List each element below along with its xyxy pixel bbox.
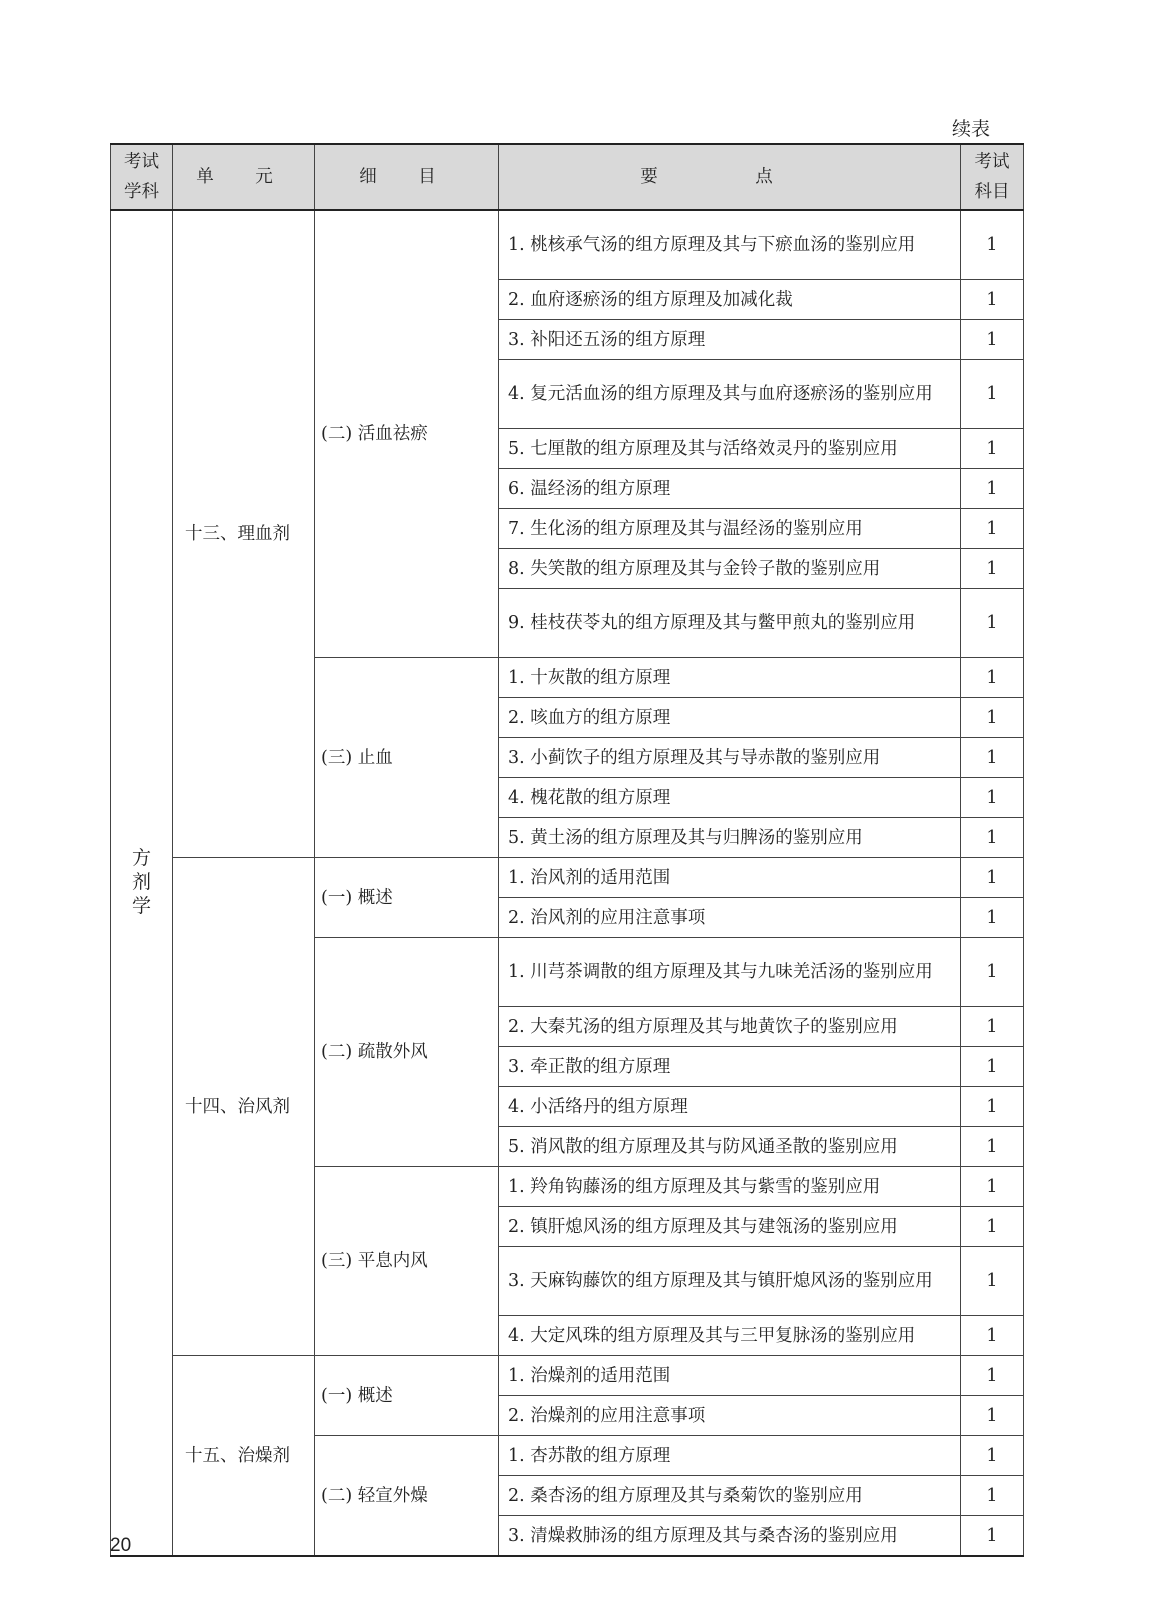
page-number: 20 (110, 1535, 132, 1556)
score-cell: 1 (961, 1436, 1024, 1476)
score-cell: 1 (961, 210, 1024, 280)
point-cell: 1. 羚角钩藤汤的组方原理及其与紫雪的鉴别应用 (499, 1167, 961, 1207)
table-row (111, 858, 1024, 898)
detail-15-1: (一) 概述 (315, 1356, 499, 1436)
score-cell: 1 (961, 429, 1024, 469)
score-cell: 1 (961, 1127, 1024, 1167)
detail-14-1: (一) 概述 (315, 858, 499, 938)
unit-15: 十五、治燥剂 (173, 1356, 315, 1557)
point-cell: 3. 小蓟饮子的组方原理及其与导赤散的鉴别应用 (499, 738, 961, 778)
point-cell: 8. 失笑散的组方原理及其与金铃子散的鉴别应用 (499, 549, 961, 589)
point-cell: 4. 大定风珠的组方原理及其与三甲复脉汤的鉴别应用 (499, 1316, 961, 1356)
score-cell: 1 (961, 1476, 1024, 1516)
point-cell: 3. 天麻钩藤饮的组方原理及其与镇肝熄风汤的鉴别应用 (499, 1247, 961, 1316)
score-cell: 1 (961, 280, 1024, 320)
score-cell: 1 (961, 778, 1024, 818)
point-cell: 4. 小活络丹的组方原理 (499, 1087, 961, 1127)
point-cell: 4. 复元活血汤的组方原理及其与血府逐瘀汤的鉴别应用 (499, 360, 961, 429)
continued-label: 续表 (951, 118, 990, 140)
point-cell: 1. 川芎茶调散的组方原理及其与九味羌活汤的鉴别应用 (499, 938, 961, 1007)
score-cell: 1 (961, 1516, 1024, 1557)
table-row (111, 210, 1024, 280)
point-cell: 2. 咳血方的组方原理 (499, 698, 961, 738)
point-cell: 5. 黄土汤的组方原理及其与归脾汤的鉴别应用 (499, 818, 961, 858)
header-exam: 考试科目 (961, 144, 1024, 210)
point-cell: 3. 清燥救肺汤的组方原理及其与桑杏汤的鉴别应用 (499, 1516, 961, 1557)
header-subject: 考试学科 (111, 144, 173, 210)
point-cell: 1. 杏苏散的组方原理 (499, 1436, 961, 1476)
score-cell: 1 (961, 1247, 1024, 1316)
header-unit: 单 元 (173, 144, 315, 210)
point-cell: 1. 十灰散的组方原理 (499, 658, 961, 698)
point-cell: 1. 桃核承气汤的组方原理及其与下瘀血汤的鉴别应用 (499, 210, 961, 280)
score-cell: 1 (961, 360, 1024, 429)
score-cell: 1 (961, 818, 1024, 858)
unit-13: 十三、理血剂 (173, 210, 315, 858)
detail-15-2: (二) 轻宣外燥 (315, 1436, 499, 1557)
score-cell: 1 (961, 1207, 1024, 1247)
point-cell: 2. 治风剂的应用注意事项 (499, 898, 961, 938)
score-cell: 1 (961, 738, 1024, 778)
point-cell: 3. 牵正散的组方原理 (499, 1047, 961, 1087)
point-cell: 1. 治风剂的适用范围 (499, 858, 961, 898)
point-cell: 5. 七厘散的组方原理及其与活络效灵丹的鉴别应用 (499, 429, 961, 469)
syllabus-table (110, 143, 1024, 1557)
point-cell: 1. 治燥剂的适用范围 (499, 1356, 961, 1396)
score-cell: 1 (961, 1087, 1024, 1127)
table-row (111, 1356, 1024, 1396)
unit-14: 十四、治风剂 (173, 858, 315, 1356)
header-row (111, 144, 1024, 210)
score-cell: 1 (961, 898, 1024, 938)
point-cell: 2. 治燥剂的应用注意事项 (499, 1396, 961, 1436)
score-cell: 1 (961, 698, 1024, 738)
detail-14-3: (三) 平息内风 (315, 1167, 499, 1356)
score-cell: 1 (961, 858, 1024, 898)
header-points: 要 点 (499, 144, 961, 210)
detail-13-3: (三) 止血 (315, 658, 499, 858)
point-cell: 7. 生化汤的组方原理及其与温经汤的鉴别应用 (499, 509, 961, 549)
point-cell: 2. 镇肝熄风汤的组方原理及其与建瓴汤的鉴别应用 (499, 1207, 961, 1247)
score-cell: 1 (961, 320, 1024, 360)
header-detail: 细 目 (315, 144, 499, 210)
point-cell: 3. 补阳还五汤的组方原理 (499, 320, 961, 360)
score-cell: 1 (961, 469, 1024, 509)
score-cell: 1 (961, 938, 1024, 1007)
point-cell: 6. 温经汤的组方原理 (499, 469, 961, 509)
point-cell: 2. 大秦艽汤的组方原理及其与地黄饮子的鉴别应用 (499, 1007, 961, 1047)
detail-13-2: (二) 活血祛瘀 (315, 210, 499, 658)
score-cell: 1 (961, 658, 1024, 698)
point-cell: 4. 槐花散的组方原理 (499, 778, 961, 818)
score-cell: 1 (961, 589, 1024, 658)
point-cell: 9. 桂枝茯苓丸的组方原理及其与鳖甲煎丸的鉴别应用 (499, 589, 961, 658)
score-cell: 1 (961, 1396, 1024, 1436)
score-cell: 1 (961, 1007, 1024, 1047)
point-cell: 5. 消风散的组方原理及其与防风通圣散的鉴别应用 (499, 1127, 961, 1167)
point-cell: 2. 桑杏汤的组方原理及其与桑菊饮的鉴别应用 (499, 1476, 961, 1516)
score-cell: 1 (961, 1316, 1024, 1356)
score-cell: 1 (961, 1356, 1024, 1396)
score-cell: 1 (961, 1047, 1024, 1087)
score-cell: 1 (961, 509, 1024, 549)
point-cell: 2. 血府逐瘀汤的组方原理及加减化裁 (499, 280, 961, 320)
score-cell: 1 (961, 549, 1024, 589)
score-cell: 1 (961, 1167, 1024, 1207)
detail-14-2: (二) 疏散外风 (315, 938, 499, 1167)
subject-cell: 方剂学 (111, 210, 173, 1556)
